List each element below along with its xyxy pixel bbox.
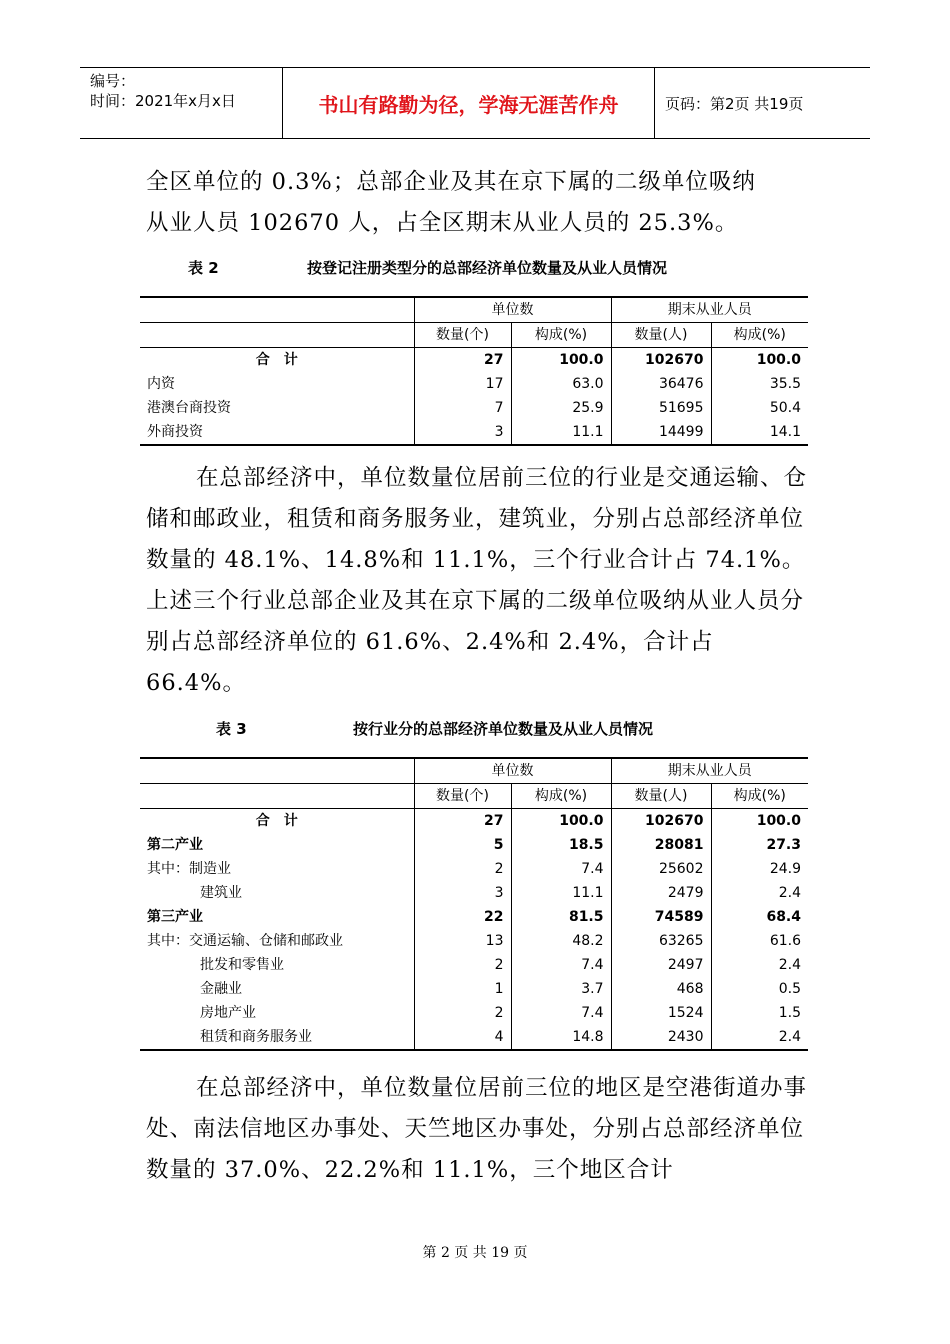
row-share: 14.8 (511, 1025, 611, 1050)
row-share2: 2.4 (711, 1025, 808, 1050)
row-share2: 100.0 (711, 348, 808, 373)
row-name: 房地产业 (200, 1005, 256, 1021)
row-name: 其中：制造业 (147, 861, 231, 877)
table3-col-people: 数量(人) (611, 784, 711, 809)
row-share: 7.4 (511, 857, 611, 881)
table3-col-count: 数量(个) (414, 784, 511, 809)
row-people: 51695 (611, 396, 711, 420)
row-people: 14499 (611, 420, 711, 445)
row-share2: 27.3 (711, 833, 808, 857)
row-share2: 2.4 (711, 881, 808, 905)
row-people: 25602 (611, 857, 711, 881)
table-row (140, 396, 808, 420)
table-row (140, 929, 808, 953)
time-label: 时间：2021年x月x日 (90, 92, 236, 110)
paragraph-1 (146, 162, 808, 244)
row-share: 3.7 (511, 977, 611, 1001)
row-share: 25.9 (511, 396, 611, 420)
row-people: 102670 (611, 809, 711, 834)
row-count: 22 (414, 905, 511, 929)
row-share2: 2.4 (711, 953, 808, 977)
table3-col-header (140, 784, 808, 809)
row-share: 11.1 (511, 420, 611, 445)
row-people: 468 (611, 977, 711, 1001)
table2-title: 按登记注册类型分的总部经济单位数量及从业人员情况 (307, 259, 668, 277)
paragraph-3-text: 在总部经济中，单位数量位居前三位的地区是空港街道办事处、南法信地区办事处、天竺地区办事处，分别占总部经济单位数量的 37.0%、22.2%和 11.1%，三个地区合计 (146, 1075, 808, 1183)
row-name: 建筑业 (200, 885, 242, 901)
row-people: 2479 (611, 881, 711, 905)
table-row (140, 977, 808, 1001)
table-row (140, 1001, 808, 1025)
row-share: 7.4 (511, 1001, 611, 1025)
row-share: 18.5 (511, 833, 611, 857)
row-count: 27 (414, 809, 511, 834)
row-name: 港澳台商投资 (147, 400, 231, 416)
header-motto: 书山有路勤为径，学海无涯苦作舟 (283, 68, 655, 138)
page-header (80, 67, 870, 139)
table3 (140, 757, 808, 1051)
row-share: 48.2 (511, 929, 611, 953)
row-share2: 61.6 (711, 929, 808, 953)
row-name: 合 计 (255, 813, 298, 829)
table-row (140, 809, 808, 834)
row-name: 外商投资 (140, 420, 414, 445)
table3-group-header (140, 758, 808, 784)
table-row (140, 857, 808, 881)
header-page-label: 页码：第2页 共19页 (665, 94, 804, 113)
row-share: 63.0 (511, 372, 611, 396)
row-share2: 24.9 (711, 857, 808, 881)
table3-title: 按行业分的总部经济单位数量及从业人员情况 (353, 720, 654, 738)
row-share: 100.0 (511, 809, 611, 834)
row-count: 4 (414, 1025, 511, 1050)
row-count: 13 (414, 929, 511, 953)
row-people: 2430 (611, 1025, 711, 1050)
table-row (140, 833, 808, 857)
row-name: 第二产业 (147, 837, 203, 853)
row-name: 金融业 (200, 981, 242, 997)
table3-group-units: 单位数 (414, 758, 611, 784)
paragraph-2 (146, 458, 808, 704)
paragraph-3 (146, 1068, 808, 1191)
row-count: 5 (414, 833, 511, 857)
table2-label: 表 2 (188, 259, 219, 277)
row-count: 17 (414, 372, 511, 396)
row-name: 其中：交通运输、仓储和邮政业 (147, 933, 343, 949)
row-people: 28081 (611, 833, 711, 857)
table-row (140, 420, 808, 445)
table3-col-share: 构成(%) (511, 784, 611, 809)
table2-col-share2: 构成(%) (711, 323, 808, 348)
paragraph-2-text: 在总部经济中，单位数量位居前三位的行业是交通运输、仓储和邮政业，租赁和商务服务业，建筑业，分别占总部经济单位数量的 48.1%、14.8%和 11.1%，三个行业合计占 74.1%。上述三个行业总部企业及其在京下属的二级单位吸纳从业人员分别占总部经济单位的 61.6%、2.4%和 2.4%，合计占 66.4%。 (146, 465, 808, 696)
table2-group-staff: 期末从业人员 (611, 297, 808, 323)
table2 (140, 296, 808, 446)
table2-group-units: 单位数 (414, 297, 611, 323)
table-row (140, 1025, 808, 1050)
number-label: 编号： (90, 72, 136, 90)
row-people: 2497 (611, 953, 711, 977)
row-share2: 1.5 (711, 1001, 808, 1025)
table2-col-share: 构成(%) (511, 323, 611, 348)
row-count: 27 (414, 348, 511, 373)
table3-col-share2: 构成(%) (711, 784, 808, 809)
row-share2: 50.4 (711, 396, 808, 420)
row-people: 74589 (611, 905, 711, 929)
row-share2: 100.0 (711, 809, 808, 834)
row-count: 3 (414, 420, 511, 445)
row-share2: 14.1 (711, 420, 808, 445)
row-people: 36476 (611, 372, 711, 396)
row-name: 第三产业 (147, 909, 203, 925)
table-row (140, 905, 808, 929)
table-row (140, 372, 808, 396)
table2-col-count: 数量(个) (414, 323, 511, 348)
table2-col-people: 数量(人) (611, 323, 711, 348)
row-people: 63265 (611, 929, 711, 953)
row-count: 3 (414, 881, 511, 905)
paragraph-1-line-1: 全区单位的 0.3%；总部企业及其在京下属的二级单位吸纳 (146, 169, 756, 195)
row-count: 7 (414, 396, 511, 420)
table-row (140, 881, 808, 905)
table3-group-staff: 期末从业人员 (611, 758, 808, 784)
row-share: 81.5 (511, 905, 611, 929)
row-name: 批发和零售业 (200, 957, 284, 973)
row-count: 2 (414, 857, 511, 881)
table3-label: 表 3 (216, 720, 247, 738)
row-share: 7.4 (511, 953, 611, 977)
row-share: 100.0 (511, 348, 611, 373)
row-name: 租赁和商务服务业 (140, 1025, 414, 1050)
row-share: 11.1 (511, 881, 611, 905)
row-share2: 0.5 (711, 977, 808, 1001)
row-people: 102670 (611, 348, 711, 373)
table-row (140, 348, 808, 373)
row-people: 1524 (611, 1001, 711, 1025)
header-meta (80, 68, 283, 138)
row-count: 2 (414, 953, 511, 977)
table-row (140, 953, 808, 977)
row-count: 2 (414, 1001, 511, 1025)
row-name: 合 计 (255, 352, 298, 368)
paragraph-1-line-2: 从业人员 102670 人，占全区期末从业人员的 25.3%。 (146, 210, 739, 236)
table2-group-header (140, 297, 808, 323)
row-name: 内资 (147, 376, 175, 392)
page-footer: 第 2 页 共 19 页 (422, 1245, 528, 1261)
row-count: 1 (414, 977, 511, 1001)
row-share2: 68.4 (711, 905, 808, 929)
row-share2: 35.5 (711, 372, 808, 396)
table2-col-header (140, 323, 808, 348)
